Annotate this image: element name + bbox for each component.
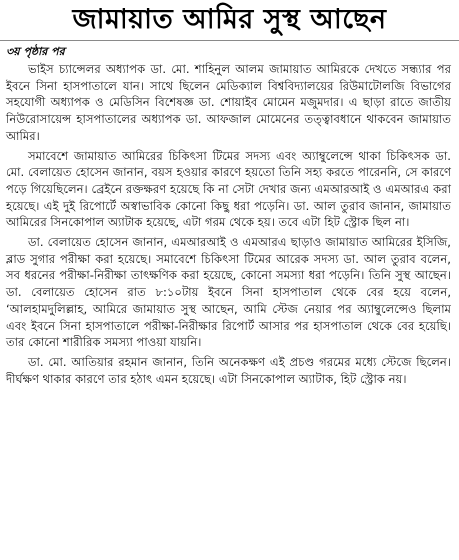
continued-from-note: ৩য় পৃষ্ঠার পর bbox=[6, 45, 65, 58]
article-paragraph: ভাইস চ্যান্সেলর অধ্যাপক ডা. মো. শাহিনুল আলম জামায়াত আমিরকে দেখতে সন্ধ্যার পর ইবনে সিনা হাসপাতালে যান। সাথে ছিলেন মেডিক্যাল বিশ্ববিদ্যালয়ের রিউমাটোলজি বিভাগের সহযোগী অধ্যাপক ও মেডিসিন বিশেষজ্ঞ ডা. শোয়াইব মোমেন মজুমদার। এ ছাড়া রাতে জাতীয় নিউরোসায়েন্স হাসপাতালের অধ্যাপক ডা. আফজাল মোমেনের তত্ত্বাবধানে থাকবেন জামায়াত আমির। bbox=[6, 62, 451, 143]
article-paragraph: ডা. বেলায়েত হোসেন জানান, এমআরআই ও এমআরএ ছাড়াও জামায়াত আমিরের ইসিজি, ব্লাড সুগার পরীক্ষা করা হয়েছে। সমাবেশে চিকিৎসা টিমের আরেক সদস্য ডা. আল তুরাব বলেন, সব ধরনের পরীক্ষা-নিরীক্ষা তাৎক্ষণিক করা হয়েছে, কোনো সমস্যা ধরা পড়েনি। তিনি সুস্থ আছেন। ডা. বেলায়েত হোসেন রাত ৮:১০টায় ইবনে সিনা হাসপাতাল থেকে বের হয়ে বলেন, ‘আলহামদুলিল্লাহ, আমিরে জামায়াত সুস্থ আছেন, আমি স্টেজ নেয়ার পর অ্যাম্বুলেন্সেও ছিলাম এবং ইবনে সিনা হাসপাতালে পরীক্ষা-নিরীক্ষার রিপোর্ট আসার পর হাসপাতাল থেকে বের হয়েছি। তার কোনো শারীরিক সমস্যা পাওয়া যায়নি। bbox=[6, 235, 451, 350]
article-body bbox=[6, 61, 451, 390]
article-paragraph: সমাবেশে জামায়াত আমিরের চিকিৎসা টিমের সদস্য এবং অ্যাম্বুলেন্সে থাকা চিকিৎসক ডা. মো. বেলায়েত হোসেন জানান, বয়স হওয়ার কারণে হয়তো তিনি সহ্য করতে পারেননি, সে কারণে পড়ে গিয়েছিলেন। ব্রেইনে রক্তক্ষরণ হয়েছে কি না সেটা দেখার জন্য এমআরআই ও এমআরএ করা হয়েছে। এই দুই রিপোর্টে অস্বাভাবিক কোনো কিছু ধরা পড়েনি। ডা. আল তুরাব জানান, জামায়াত আমিরের সিনকোপাল অ্যাটাক হয়েছে, এটা গরম থেকে হয়। তবে এটা হিট স্ট্রোক ছিল না। bbox=[6, 148, 451, 230]
headline: জামায়াত আমির সুস্থ আছেন bbox=[72, 4, 387, 35]
article-paragraph: ডা. মো. আতিয়ার রহমান জানান, তিনি অনেকক্ষণ এই প্রচণ্ড গরমের মধ্যে স্টেজে ছিলেন। দীর্ঘক্ষণ থাকার কারণে তার হঠাৎ এমন হয়েছে। এটা সিনকোপাল অ্যাটাক, হিট স্ট্রোক নয়। bbox=[6, 354, 451, 386]
headline-divider bbox=[0, 40, 459, 41]
